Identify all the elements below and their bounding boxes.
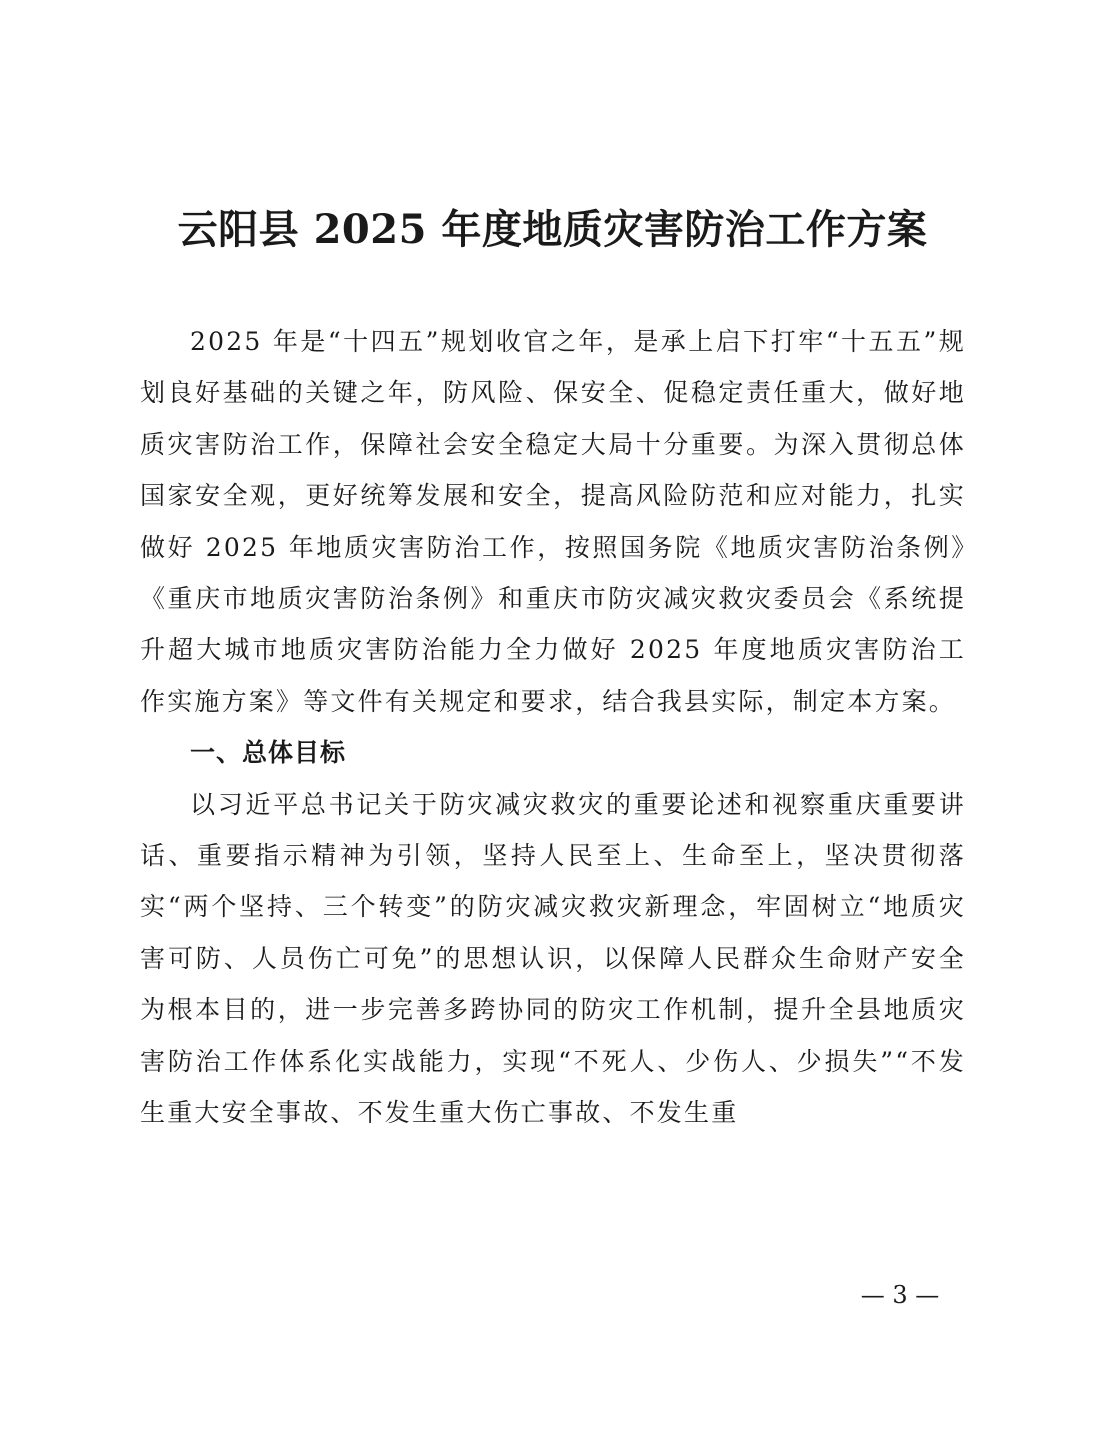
- section-heading-overall-goals: 一、总体目标: [190, 738, 347, 768]
- document-body: [140, 316, 966, 1139]
- document-title: 云阳县 2025 年度地质灾害防治工作方案: [177, 206, 928, 253]
- page-number: — 3 —: [860, 1281, 940, 1309]
- intro-paragraph: 2025 年是“十四五”规划收官之年，是承上启下打牢“十五五”规划良好基础的关键之年，防风险、保安全、促稳定责任重大，做好地质灾害防治工作，保障社会安全稳定大局十分重要。为深入贯彻总体国家安全观，更好统筹发展和安全，提高风险防范和应对能力，扎实做好 2025 年地质灾害防治工作，按照国务院《地质灾害防治条例》《重庆市地质灾害防治条例》和重庆市防灾减灾救灾委员会《系统提升超大城市地质灾害防治能力全力做好 2025 年度地质灾害防治工作实施方案》等文件有关规定和要求，结合我县实际，制定本方案。: [140, 327, 966, 716]
- section-body-overall-goals: 以习近平总书记关于防灾减灾救灾的重要论述和视察重庆重要讲话、重要指示精神为引领，坚持人民至上、生命至上，坚决贯彻落实“两个坚持、三个转变”的防灾减灾救灾新理念，牢固树立“地质灾害可防、人员伤亡可免”的思想认识，以保障人民群众生命财产安全为根本目的，进一步完善多跨协同的防灾工作机制，提升全县地质灾害防治工作体系化实战能力，实现“不死人、少伤人、少损失”“不发生重大安全事故、不发生重大伤亡事故、不发生重: [140, 789, 966, 1128]
